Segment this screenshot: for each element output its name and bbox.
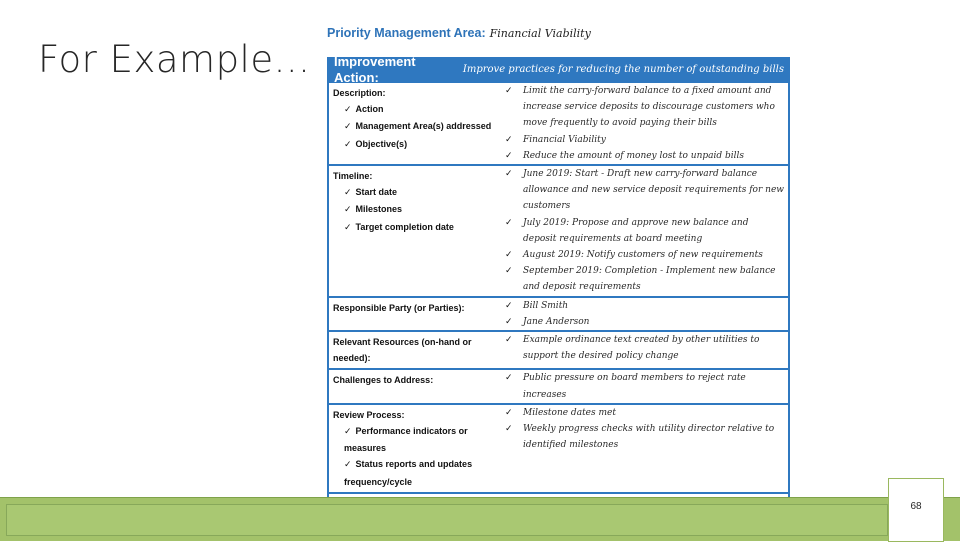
check-icon: ✓ <box>505 134 513 145</box>
table-row-review-process <box>329 403 788 492</box>
check-icon: ✓ <box>505 217 513 228</box>
list-item: Jane Anderson <box>523 316 590 327</box>
check-icon: ✓ <box>344 188 352 199</box>
table-row-responsible-party <box>329 296 788 330</box>
check-icon: ✓ <box>344 139 352 150</box>
row-label-cell <box>329 298 499 330</box>
table-header-row <box>329 53 788 85</box>
improvement-action-document <box>325 22 790 522</box>
sub-label: Milestones <box>355 204 403 215</box>
row-label-cell <box>329 83 499 164</box>
row-label: Challenges to Address: <box>333 375 434 386</box>
check-icon: ✓ <box>344 122 352 133</box>
action-plan-table <box>327 53 790 528</box>
check-icon: ✓ <box>344 460 352 471</box>
sub-label: Target completion date <box>355 221 454 232</box>
row-label: Relevant Resources (on-hand or needed): <box>333 337 472 364</box>
list-item: Bill Smith <box>523 300 569 311</box>
list-item: Weekly progress checks with utility director relative to identified milestones <box>523 424 775 451</box>
check-icon: ✓ <box>505 266 513 277</box>
pm-value: Financial Viability <box>489 27 591 40</box>
header-label: Improvement Action: <box>334 53 416 85</box>
check-icon: ✓ <box>344 222 352 233</box>
footer-bar <box>0 497 960 541</box>
sub-label: Performance indicators or measures <box>344 426 468 454</box>
slide-title: For Example... <box>38 38 311 81</box>
check-icon: ✓ <box>344 205 352 216</box>
list-item: July 2019: Propose and approve new balance and deposit requirements at board meeting <box>523 217 749 244</box>
check-icon: ✓ <box>505 316 513 327</box>
row-label-cell <box>329 405 499 492</box>
table-row-challenges <box>329 368 788 402</box>
priority-management-area-title <box>327 26 591 40</box>
sub-label: Status reports and updates frequency/cycle <box>344 459 473 487</box>
row-content-cell <box>499 83 788 164</box>
list-item: Example ordinance text created by other utilities to support the desired policy change <box>523 335 760 362</box>
check-icon: ✓ <box>505 250 513 261</box>
page-number-box <box>888 478 944 542</box>
sub-label: Action <box>355 104 384 115</box>
table-row-relevant-resources <box>329 330 788 368</box>
list-item: August 2019: Notify customers of new requirements <box>523 250 763 261</box>
check-icon: ✓ <box>344 427 352 438</box>
table-row-description <box>329 81 788 164</box>
row-label: Responsible Party (or Parties): <box>333 302 465 313</box>
sub-label: Management Area(s) addressed <box>355 121 492 132</box>
table-row-timeline <box>329 164 788 296</box>
list-item: Financial Viability <box>523 134 606 145</box>
check-icon: ✓ <box>505 335 513 346</box>
page-number: 68 <box>910 501 922 512</box>
row-content-cell <box>499 405 788 492</box>
pm-label: Priority Management Area: <box>327 26 486 40</box>
row-content-cell <box>499 166 788 296</box>
header-value: Improve practices for reducing the number of outstanding bills <box>462 63 784 75</box>
check-icon: ✓ <box>505 300 513 311</box>
sub-label: Start date <box>355 187 398 198</box>
list-item: Reduce the amount of money lost to unpaid bills <box>523 150 745 161</box>
footer-bar-inner <box>6 504 888 536</box>
list-item: September 2019: Completion - Implement new balance and deposit requirements <box>523 266 776 293</box>
row-content-cell <box>499 332 788 368</box>
row-label-cell <box>329 370 499 402</box>
row-label: Review Process: <box>333 409 405 420</box>
check-icon: ✓ <box>344 105 352 116</box>
list-item: Milestone dates met <box>523 407 616 418</box>
row-content-cell <box>499 370 788 402</box>
check-icon: ✓ <box>505 424 513 435</box>
row-content-cell <box>499 298 788 330</box>
check-icon: ✓ <box>505 373 513 384</box>
row-label: Description: <box>333 88 386 98</box>
list-item: Public pressure on board members to reject rate increases <box>523 373 746 400</box>
check-icon: ✓ <box>505 150 513 161</box>
check-icon: ✓ <box>505 86 513 96</box>
check-icon: ✓ <box>505 407 513 418</box>
check-icon: ✓ <box>505 169 513 180</box>
row-label-cell <box>329 166 499 296</box>
row-label-cell <box>329 332 499 368</box>
list-item: June 2019: Start - Draft new carry-forward balance allowance and new service deposit requirements for new customers <box>523 169 784 212</box>
row-label: Timeline: <box>333 171 373 182</box>
list-item: Limit the carry-forward balance to a fixed amount and increase service deposits to discourage customers who move frequently to avoid paying their bills <box>523 86 775 129</box>
sub-label: Objective(s) <box>355 138 408 149</box>
